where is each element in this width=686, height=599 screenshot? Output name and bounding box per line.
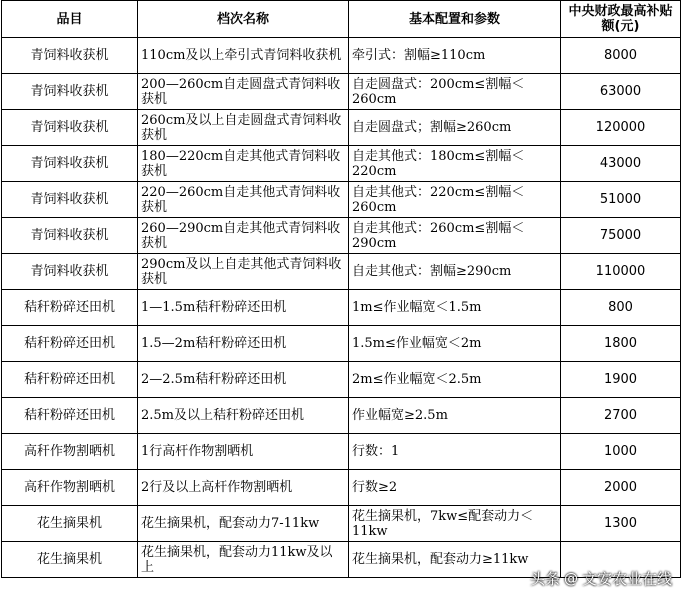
cell-category: 秸秆粉碎还田机	[2, 326, 138, 362]
cell-grade-name: 2行及以上高杆作物割晒机	[138, 470, 349, 506]
subsidy-table	[1, 0, 681, 578]
cell-category: 青饲料收获机	[2, 254, 138, 290]
cell-subsidy: 800	[561, 290, 681, 326]
table-row	[2, 110, 681, 146]
cell-config: 行数：1	[349, 434, 561, 470]
header-grade-name: 档次名称	[138, 1, 349, 38]
header-subsidy: 中央财政最高补贴额(元)	[561, 1, 681, 38]
cell-config: 行数≥2	[349, 470, 561, 506]
cell-category: 青饲料收获机	[2, 146, 138, 182]
cell-config: 作业幅宽≥2.5m	[349, 398, 561, 434]
cell-subsidy: 1800	[561, 326, 681, 362]
cell-grade-name: 110cm及以上牵引式青饲料收获机	[138, 38, 349, 74]
cell-config: 自走其他式：割幅≥290cm	[349, 254, 561, 290]
cell-subsidy: 110000	[561, 254, 681, 290]
table-row	[2, 74, 681, 110]
cell-config: 牵引式：割幅≥110cm	[349, 38, 561, 74]
cell-grade-name: 220—260cm自走其他式青饲料收获机	[138, 182, 349, 218]
watermark	[530, 568, 672, 589]
cell-subsidy: 43000	[561, 146, 681, 182]
header-category: 品目	[2, 1, 138, 38]
cell-subsidy: 2000	[561, 470, 681, 506]
cell-category: 花生摘果机	[2, 542, 138, 578]
cell-subsidy: 8000	[561, 38, 681, 74]
cell-subsidy: 1900	[561, 362, 681, 398]
cell-config: 2m≤作业幅宽＜2.5m	[349, 362, 561, 398]
cell-grade-name: 260cm及以上自走圆盘式青饲料收获机	[138, 110, 349, 146]
table-row	[2, 38, 681, 74]
table-row	[2, 326, 681, 362]
cell-category: 高秆作物割晒机	[2, 470, 138, 506]
cell-config: 1m≤作业幅宽＜1.5m	[349, 290, 561, 326]
watermark-account: 文安农业在线	[581, 570, 672, 588]
cell-config: 自走圆盘式；割幅≥260cm	[349, 110, 561, 146]
watermark-at: @	[563, 570, 578, 587]
table-row	[2, 398, 681, 434]
table-row	[2, 146, 681, 182]
subsidy-table-container	[1, 0, 681, 578]
cell-subsidy: 63000	[561, 74, 681, 110]
cell-grade-name: 180—220cm自走其他式青饲料收获机	[138, 146, 349, 182]
cell-subsidy: 1300	[561, 506, 681, 542]
cell-config: 自走其他式：180cm≤割幅＜220cm	[349, 146, 561, 182]
cell-config: 花生摘果机，配套动力≥11kw	[349, 542, 561, 578]
cell-grade-name: 290cm及以上自走其他式青饲料收获机	[138, 254, 349, 290]
cell-category: 秸秆粉碎还田机	[2, 290, 138, 326]
cell-subsidy: 120000	[561, 110, 681, 146]
cell-grade-name: 2.5m及以上秸秆粉碎还田机	[138, 398, 349, 434]
header-config: 基本配置和参数	[349, 1, 561, 38]
table-row	[2, 434, 681, 470]
cell-category: 秸秆粉碎还田机	[2, 398, 138, 434]
cell-grade-name: 1行高杆作物割晒机	[138, 434, 349, 470]
cell-subsidy: 75000	[561, 218, 681, 254]
cell-category: 青饲料收获机	[2, 182, 138, 218]
cell-config: 自走其他式：220cm≤割幅＜260cm	[349, 182, 561, 218]
table-row	[2, 254, 681, 290]
cell-category: 花生摘果机	[2, 506, 138, 542]
cell-config: 自走其他式：260cm≤割幅＜290cm	[349, 218, 561, 254]
cell-category: 青饲料收获机	[2, 38, 138, 74]
cell-grade-name: 1.5—2m秸秆粉碎还田机	[138, 326, 349, 362]
cell-grade-name: 花生摘果机，配套动力11kw及以上	[138, 542, 349, 578]
cell-subsidy: 2700	[561, 398, 681, 434]
cell-subsidy: 51000	[561, 182, 681, 218]
cell-grade-name: 花生摘果机，配套动力7-11kw	[138, 506, 349, 542]
cell-config: 1.5m≤作业幅宽＜2m	[349, 326, 561, 362]
table-row	[2, 290, 681, 326]
header-row	[2, 1, 681, 38]
table-row	[2, 218, 681, 254]
cell-category: 秸秆粉碎还田机	[2, 362, 138, 398]
watermark-prefix: 头条	[529, 570, 560, 588]
cell-subsidy: 1000	[561, 434, 681, 470]
table-body	[2, 38, 681, 578]
cell-category: 青饲料收获机	[2, 218, 138, 254]
table-row	[2, 506, 681, 542]
table-row	[2, 470, 681, 506]
cell-grade-name: 1—1.5m秸秆粉碎还田机	[138, 290, 349, 326]
cell-category: 高秆作物割晒机	[2, 434, 138, 470]
cell-grade-name: 200—260cm自走圆盘式青饲料收获机	[138, 74, 349, 110]
cell-category: 青饲料收获机	[2, 74, 138, 110]
cell-config: 花生摘果机，7kw≤配套动力＜11kw	[349, 506, 561, 542]
table-row	[2, 362, 681, 398]
cell-category: 青饲料收获机	[2, 110, 138, 146]
cell-config: 自走圆盘式：200cm≤割幅＜260cm	[349, 74, 561, 110]
cell-grade-name: 260—290cm自走其他式青饲料收获机	[138, 218, 349, 254]
table-row	[2, 182, 681, 218]
cell-grade-name: 2—2.5m秸秆粉碎还田机	[138, 362, 349, 398]
